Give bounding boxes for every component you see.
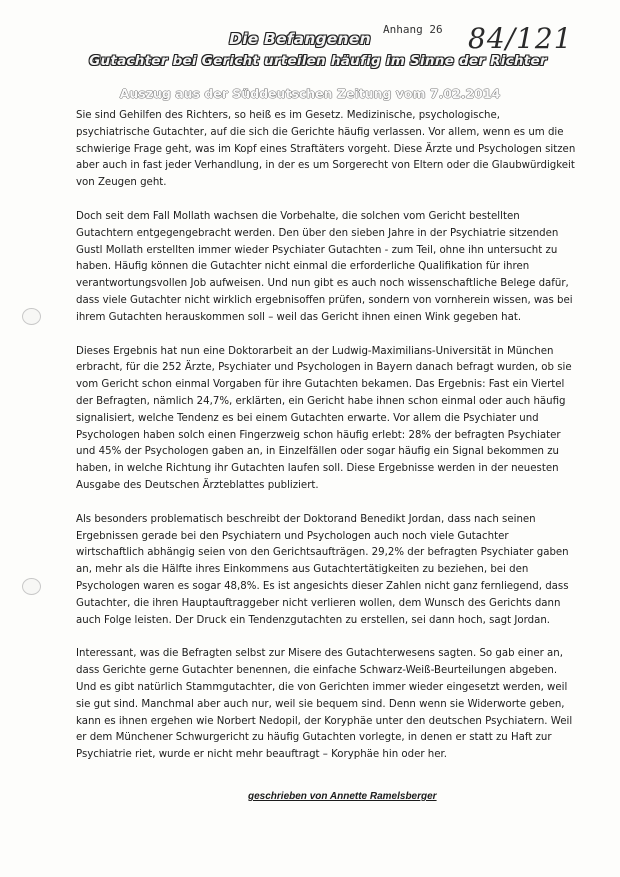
paragraph-4: Als besonders problematisch beschreibt der Doktorand Benedikt Jordan, dass nach seinen Ergebnissen gerade bei den Psychiatern und Psychologen auch noch viele Gutachter wirtschaftlich abhängig seien von den Gerichtsaufträgen. 29,2% der befragten Psychiater gaben an, mehr als die Hälfte ihres Einkommens aus Gutachtertätigkeiten zu beziehen, bei den Psychologen waren es sogar 48,8%. Es ist angesichts dieser Zahlen nicht ganz fernliegend, dass Gutachter, die ihren Hauptauftraggeber nicht verlieren wollen, dem Wunsch des Gerichts dann auch Folge leisten. Der Druck ein Tendenzgutachten zu erstellen, sei dann hoch, sagt Jordan. [76,513,569,626]
article-body [76,108,576,781]
article-subtitle: Gutachter bei Gericht urteilen häufig im Sinne der Richter [89,53,547,69]
article-title: Die Befangenen [229,30,371,48]
handwritten-page-number: 84/121 [468,22,573,55]
annex-label: Anhang 26 [383,23,443,36]
paragraph-5: Interessant, was die Befragten selbst zur Misere des Gutachterwesens sagten. So gab einer an, dass Gerichte gerne Gutachter benennen, die einfache Schwarz-Weiß-Beurteilungen abgeben. Und es gibt natürlich Stammgutachter, die von Gerichten immer wieder eingesetzt werden, weil sie gut sind. Manchmal aber auch nur, weil sie bequem sind. Denn wenn sie Widerworte geben, kann es ihnen ergehen wie Norbert Nedopil, der Koryphäe unter den deutschen Psychiatern. Weil er dem Münchener Schwurgericht zu häufig Gutachten vorlegte, in denen er statt zu Haft zur Psychiatrie riet, wurde er nicht mehr beauftragt – Koryphäe hin oder her. [76,648,573,761]
author-signature: geschrieben von Annette Ramelsberger [248,791,437,802]
source-line: Auszug aus der Süddeutschen Zeitung vom 7.02.2014 [119,86,501,101]
paragraph-1: Sie sind Gehilfen des Richters, so heiß es im Gesetz. Medizinische, psychologische, psychiatrische Gutachter, auf die sich die Gerichte häufig verlassen. Vor allem, wenn es um die schwierige Frage geht, was im Kopf eines Straftäters vorgeht. Diese Ärzte und Psychologen sitzen aber auch in fast jeder Verhandlung, in der es um Sorgerecht von Eltern oder die Glaubwürdigkeit von Zeugen geht. [76,110,576,189]
punch-hole-icon [22,308,41,325]
paragraph-3: Dieses Ergebnis hat nun eine Doktorarbeit an der Ludwig-Maximilians-Universität in München erbracht, für die 252 Ärzte, Psychiater und Psychologen in Bayern danach befragt wurden, ob sie vom Gericht schon einmal Vorgaben für ihre Gutachten bekamen. Das Ergebnis: Fast ein Viertel der Befragten, nämlich 24,7%, erklärten, ein Gericht habe ihnen schon einmal oder auch häufig signalisiert, welche Tendenz es bei einem Gutachten erwarte. Vor allem die Psychiater und Psychologen haben solch einen Fingerzweig schon häufig erlebt: 28% der befragten Psychiater und 45% der Psychologen gaben an, in Einzelfällen oder sogar häufig ein Signal bekommen zu haben, in welche Richtung ihr Gutachten laufen soll. Diese Ergebnisse werden in der neuesten Ausgabe des Deutschen Ärzteblattes publiziert. [76,345,572,491]
punch-hole-icon [22,578,41,595]
paragraph-2: Doch seit dem Fall Mollath wachsen die Vorbehalte, die solchen vom Gericht bestellten Gutachtern entgegengebracht werden. Den über den sieben Jahre in der Psychiatrie sitzenden Gustl Mollath erstellten immer wieder Psychiater Gutachten - zum Teil, ohne ihn untersucht zu haben. Häufig können die Gutachter nicht einmal die erforderliche Qualifikation für ihren verantwortungsvollen Job aufweisen. Und nun gibt es auch noch wissenschaftliche Belege dafür, dass viele Gutachter nicht wirklich ergebnisoffen prüfen, sondern von vornherein wissen, was bei ihrem Gutachten herauskommen soll – weil das Gericht ihnen einen Wink gegeben hat. [76,210,573,323]
